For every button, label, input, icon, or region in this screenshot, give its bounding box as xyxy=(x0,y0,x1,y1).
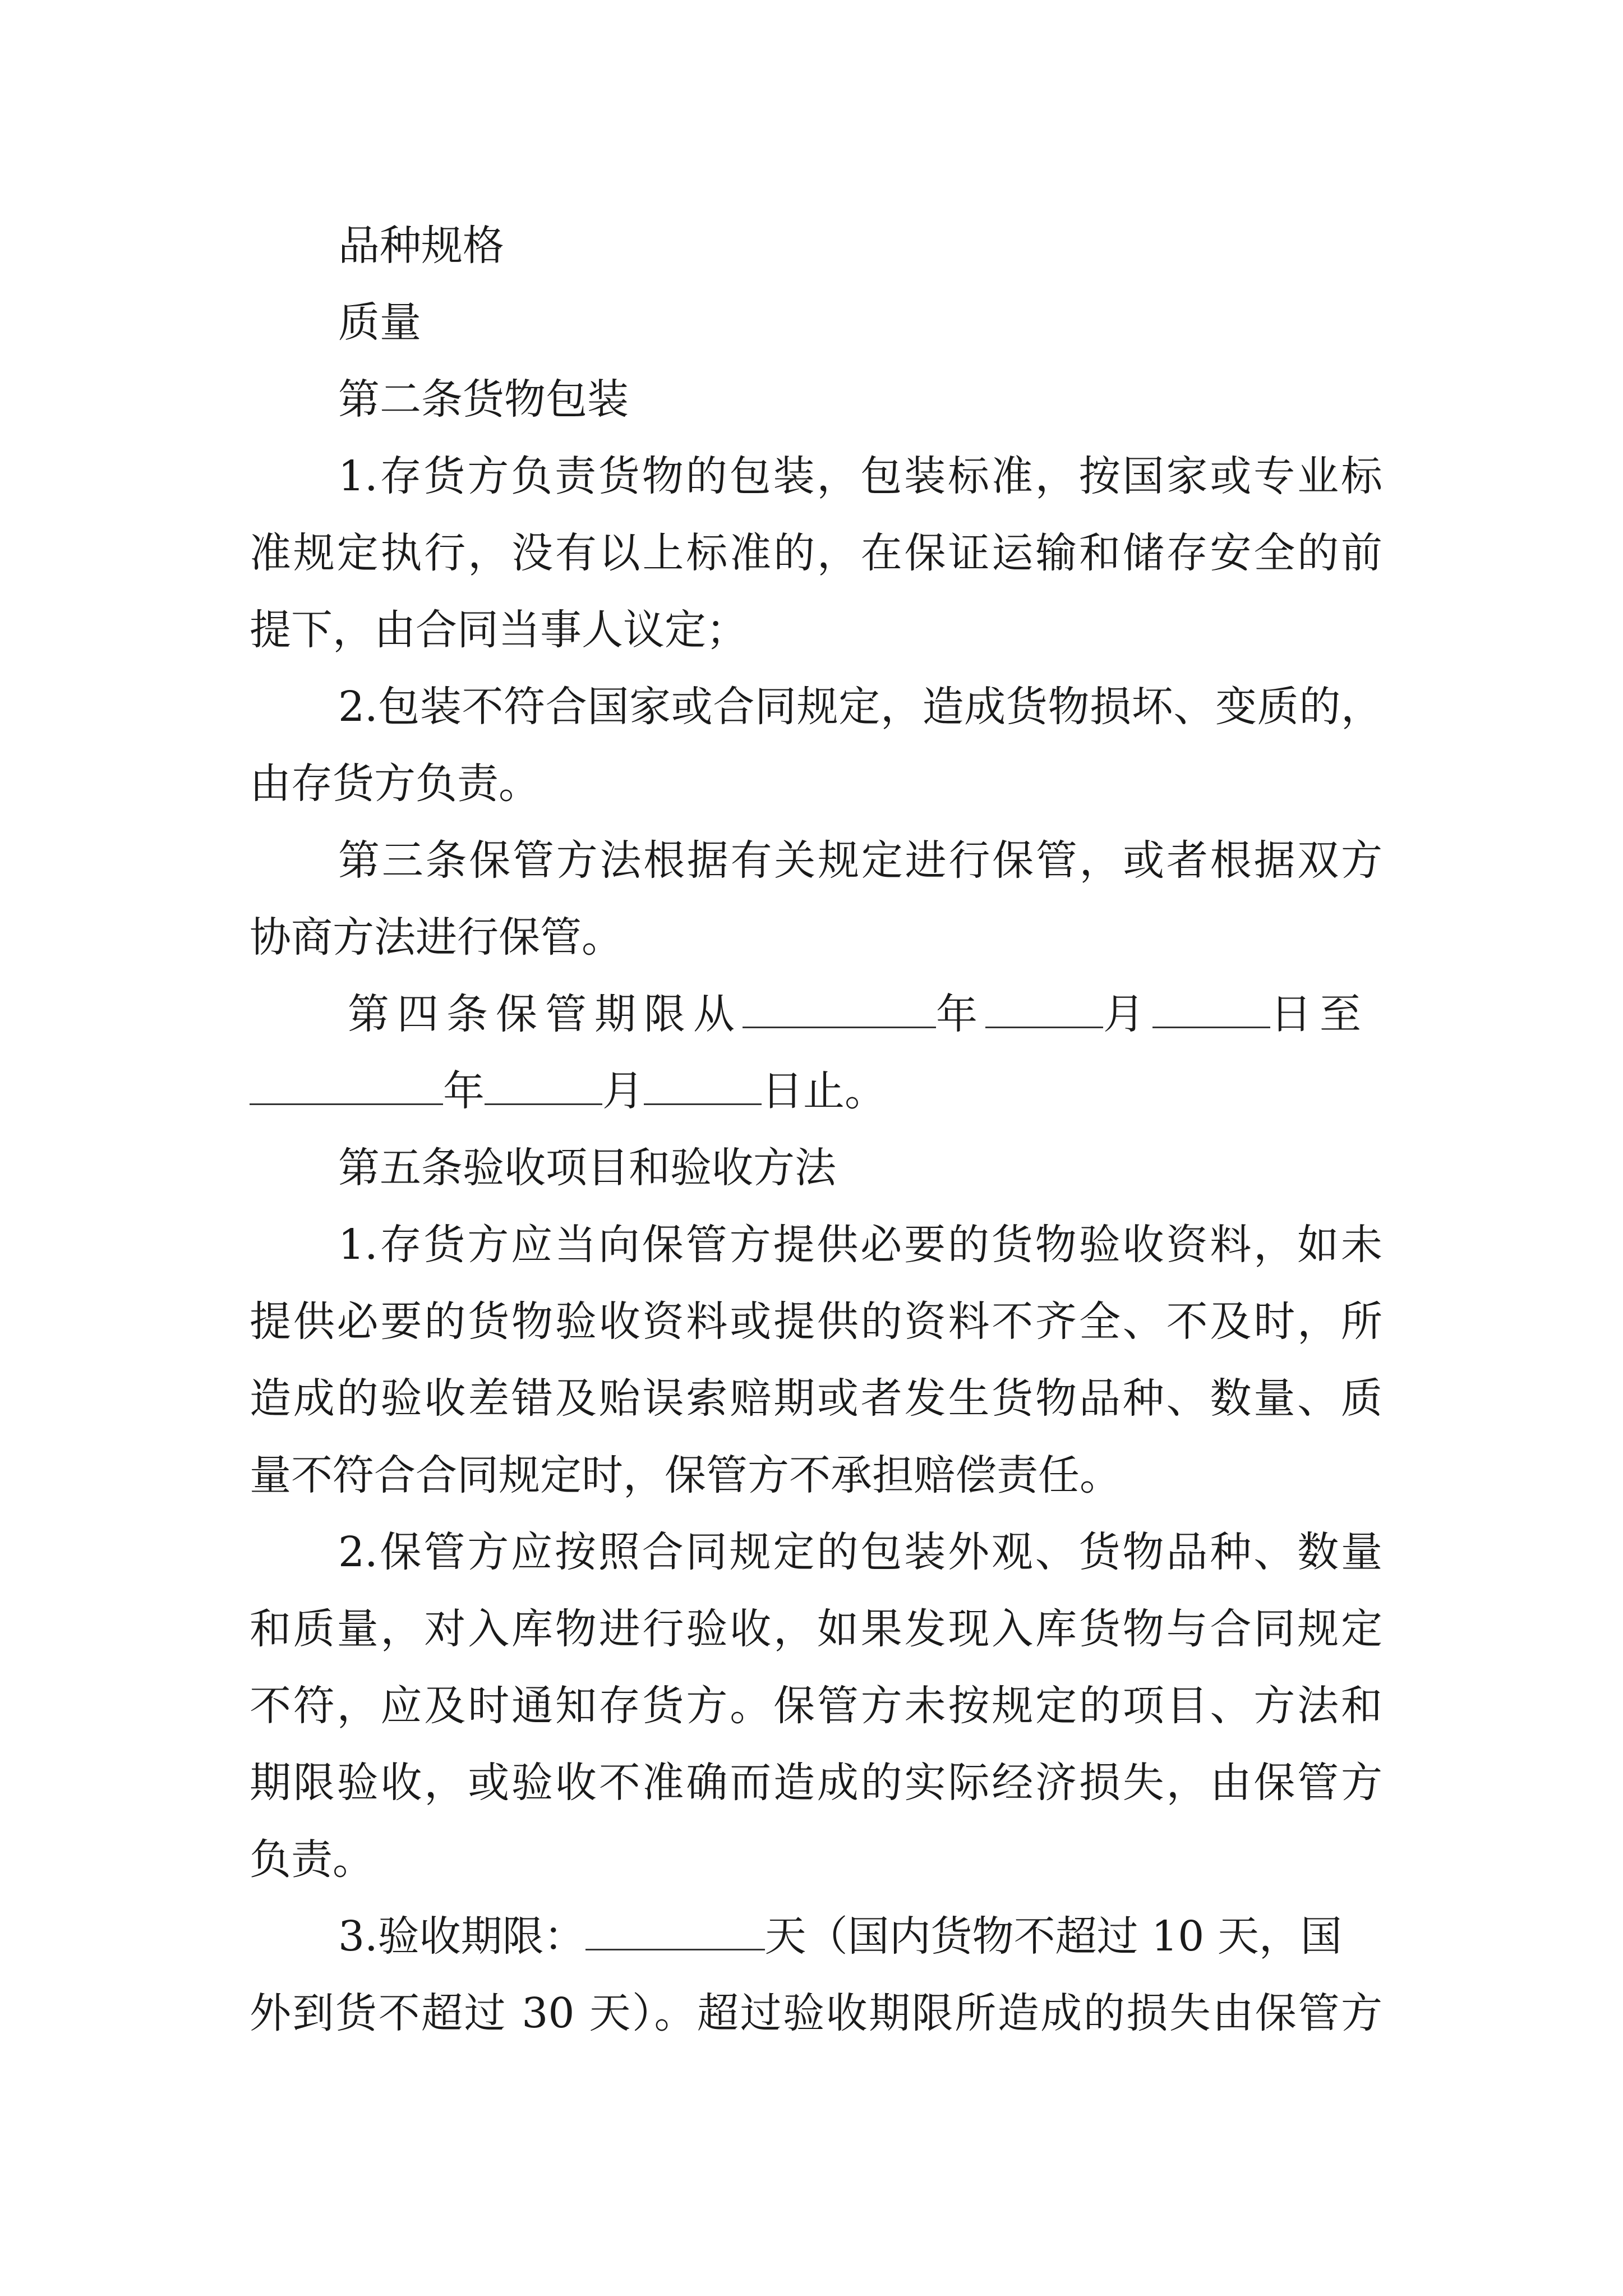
document-page xyxy=(250,208,1382,2052)
paragraph-line: 造成的验收差错及贻误索赔期或者发生货物品种、数量、质 xyxy=(250,1374,1382,1423)
acceptance-suffix: 天（国内货物不超过 10 天，国 xyxy=(764,1912,1342,1961)
paragraph-line: 协商方法进行保管。 xyxy=(250,913,623,961)
paragraph-line: 1.存货方负责货物的包装，包装标准，按国家或专业标 xyxy=(338,452,1382,500)
blank-start-day[interactable] xyxy=(1152,992,1270,1028)
paragraph-line: 不符，应及时通知存货方。保管方未按规定的项目、方法和 xyxy=(250,1682,1382,1730)
acceptance-prefix: 3.验收期限： xyxy=(338,1912,585,1961)
heading-quality: 质量 xyxy=(338,298,421,347)
term-day-to-label: 日至 xyxy=(1270,990,1369,1038)
article-2-title: 第二条货物包装 xyxy=(338,375,629,424)
term-end-year-label: 年 xyxy=(443,1067,485,1115)
paragraph-line: 2.包装不符合国家或合同规定，造成货物损坏、变质的， xyxy=(338,683,1382,731)
paragraph-line: 提下，由合同当事人议定； xyxy=(250,606,748,654)
paragraph-line: 和质量，对入库物进行验收，如果发现入库货物与合同规定 xyxy=(250,1605,1382,1653)
blank-end-month[interactable] xyxy=(485,1069,602,1105)
blank-start-year[interactable] xyxy=(743,992,936,1028)
paragraph-line: 准规定执行，没有以上标准的，在保证运输和储存安全的前 xyxy=(250,529,1382,577)
article-4-term-line-1 xyxy=(250,976,1382,1053)
blank-acceptance-days[interactable] xyxy=(585,1914,765,1950)
blank-end-day[interactable] xyxy=(644,1069,762,1105)
paragraph-line: 2.保管方应按照合同规定的包装外观、货物品种、数量 xyxy=(338,1528,1382,1576)
acceptance-period-line xyxy=(250,1898,1382,1975)
blank-start-month[interactable] xyxy=(985,992,1103,1028)
blank-end-year[interactable] xyxy=(250,1069,443,1105)
heading-variety-spec: 品种规格 xyxy=(338,222,504,270)
paragraph-line-last: 外到货不超过 30 天）。超过验收期限所造成的损失由保管方 xyxy=(250,1989,1382,2037)
term-year-label: 年 xyxy=(936,990,985,1038)
paragraph-line: 由存货方负责。 xyxy=(250,760,540,808)
paragraph-line: 提供必要的货物验收资料或提供的资料不齐全、不及时，所 xyxy=(250,1297,1382,1346)
paragraph-line: 期限验收，或验收不准确而造成的实际经济损失，由保管方 xyxy=(250,1759,1382,1807)
article-4-term-line-2 xyxy=(250,1053,1382,1130)
paragraph-line: 量不符合合同规定时，保管方不承担赔偿责任。 xyxy=(250,1451,1121,1499)
paragraph-line: 1.存货方应当向保管方提供必要的货物验收资料，如未 xyxy=(338,1221,1382,1269)
term-prefix: 第四条保管期限从 xyxy=(348,990,743,1038)
term-month-label: 月 xyxy=(1103,990,1152,1038)
term-end-month-label: 月 xyxy=(602,1067,644,1115)
paragraph-line: 负责。 xyxy=(250,1835,374,1884)
article-3-line: 第三条保管方法根据有关规定进行保管，或者根据双方 xyxy=(338,836,1382,885)
article-5-title: 第五条验收项目和验收方法 xyxy=(338,1144,836,1192)
term-end-label: 日止。 xyxy=(762,1067,886,1115)
